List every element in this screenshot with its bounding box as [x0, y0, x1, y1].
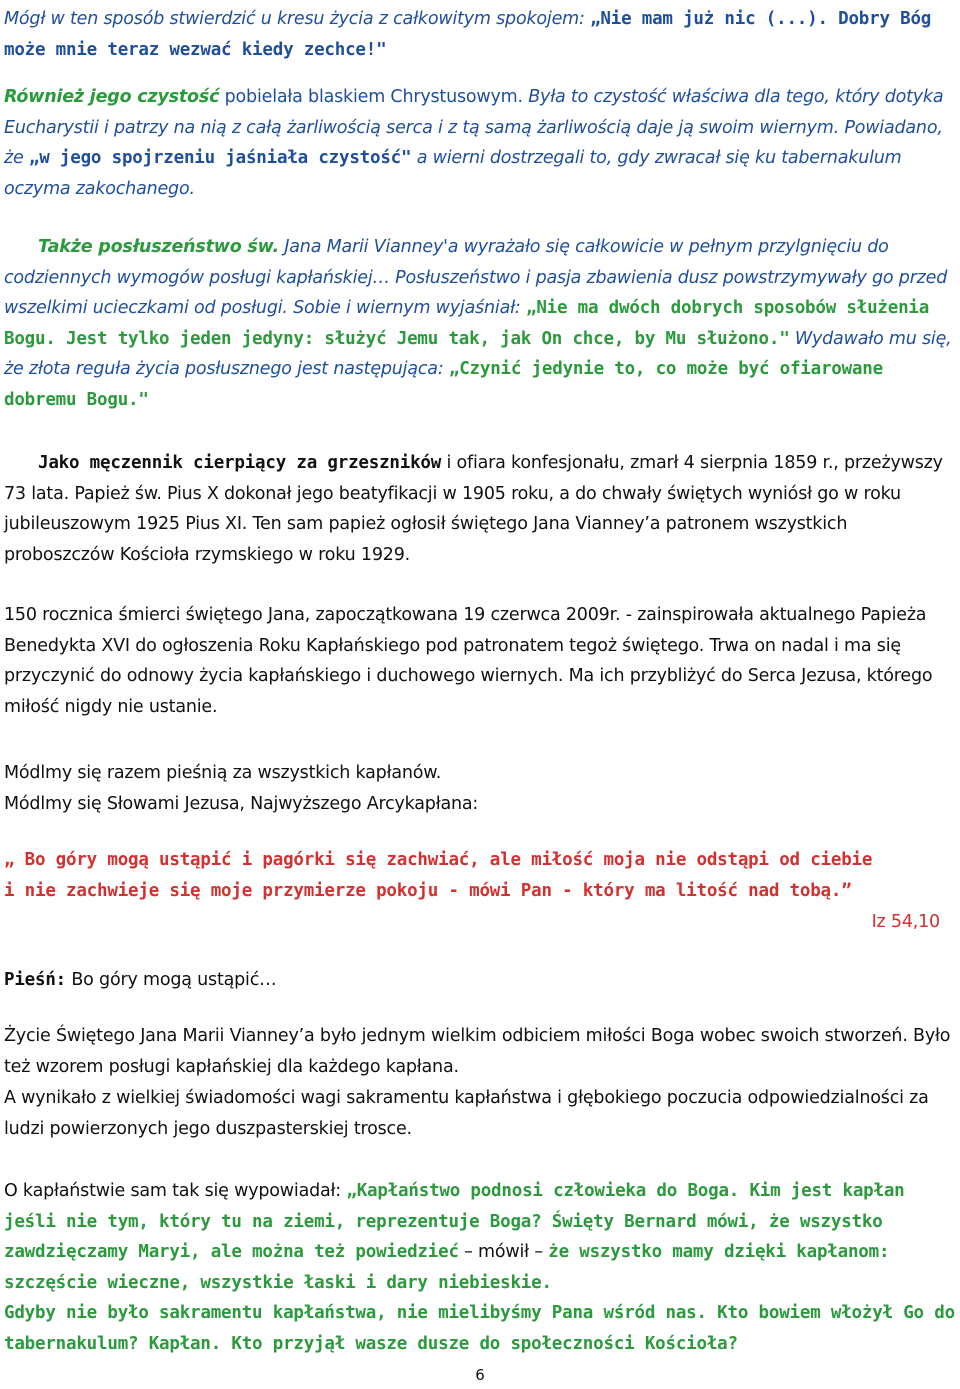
- text-martyr-body: i ofiara konfesjonału, zmarł 4 sierpnia 1859 r., przeżywszy 73 lata. Papież św. Pius X dokonał jego beatyfikacji w 1905 roku, a do chwały świętych wyniósł go w roku jubileuszowym 1925 Pius XI. Ten sam papież ogłosił świętego Jana Vianney’a patronem wszystkich proboszczów Kościoła rzymskiego w roku 1929.: [4, 453, 943, 565]
- paragraph-obedience: [4, 232, 956, 415]
- text-prayer-words: Módlmy się Słowami Jezusa, Najwyższego Arcykapłana:: [4, 794, 479, 814]
- paragraph-martyr: [4, 448, 956, 570]
- text-golden-rule: Wydawało mu się, że złota reguła życia posłusznego jest następująca:: [4, 328, 952, 379]
- heading-martyr: Jako męczennik cierpiący za grzeszników: [38, 453, 442, 473]
- heading-obedience: Także posłuszeństwo św.: [38, 237, 279, 257]
- bible-quote: [4, 845, 956, 907]
- bible-quote-line2: i nie zachwieje się moje przymierze pokoju - mówi Pan - który ma litość nad tobą.”: [4, 881, 852, 901]
- song-title: Bo góry mogą ustąpić…: [66, 970, 277, 990]
- bible-quote-line1: „ Bo góry mogą ustąpić i pagórki się zachwiać, ale miłość moja nie odstąpi od ciebie: [4, 850, 873, 870]
- text-he-said: – mówił –: [458, 1242, 549, 1262]
- bible-reference: Iz 54,10: [871, 912, 940, 932]
- page-number: 6: [475, 1366, 485, 1384]
- text-obedience-body: Jana Marii Vianney'a wyrażało się całkowicie w pełnym przylgnięciu do codziennych wymogów posługi kapłańskiej… Posłuszeństwo i pasja zbawienia dusz powstrzymywały go przed wszelkimi ucieczkami od posługi. Sobie i wiernym wyjaśniał:: [4, 237, 948, 318]
- text-purity-body: Była to czystość właściwa dla tego, który dotyka Eucharystii i patrzy na nią z całą żarliwością serca i z tą samą żarliwością daje ją swoim wiernym. Powiadano, że: [4, 87, 944, 168]
- paragraph-calm-end: [4, 4, 956, 65]
- paragraph-purity: [4, 82, 956, 204]
- quote-priesthood: „Kapłaństwo podnosi człowieka do Boga. Kim jest kapłan jeśli nie tym, który tu na ziemi, reprezentuje Boga? Święty Bernard mówi, że wszystko zawdzięczamy Maryi, ale można też powiedzieć: [4, 1181, 905, 1262]
- paragraph-awareness: A wynikało z wielkiej świadomości wagi sakramentu kapłaństwa i głębokiego poczucia odpowiedzialności za ludzi powierzonych jego duszpasterskiej trosce.: [4, 1088, 929, 1139]
- song-line: [4, 965, 956, 996]
- paragraph-life: Życie Świętego Jana Marii Vianney’a było jednym wielkim odbiciem miłości Boga wobec swoich stworzeń. Było też wzorem posługi kapłańskiej dla każdego kapłana.: [4, 1026, 951, 1077]
- text-calm-intro: Mógł w ten sposób stwierdzić u kresu życia z całkowitym spokojem:: [4, 9, 591, 29]
- song-label: Pieśń:: [4, 970, 67, 990]
- quote-nothing-left: „Nie mam już nic (...). Dobry Bóg może mnie teraz wezwać kiedy zechce!": [4, 9, 932, 60]
- quote-thanks-priests: że wszystko mamy dzięki kapłanom: szczęście wieczne, wszystkie łaski i dary niebieskie.: [4, 1242, 890, 1293]
- text-priesthood-intro: O kapłaństwie sam tak się wypowiadał:: [4, 1181, 347, 1201]
- paragraph-anniversary: 150 rocznica śmierci świętego Jana, zapoczątkowana 19 czerwca 2009r. - zainspirowała aktualnego Papieża Benedykta XVI do ogłoszenia Roku Kapłańskiego pod patronatem tegoż świętego. Trwa on nadal i ma się przyczynić do odnowy życia kapłańskiego i duchowego wiernych. Ma ich przybliżyć do Serca Jezusa, którego miłość nigdy nie ustanie.: [4, 605, 933, 717]
- quote-one-way: „Nie ma dwóch dobrych sposobów służenia Bogu. Jest tylko jeden jedyny: służyć Jemu tak, jak On chce, by Mu służono.": [4, 298, 930, 349]
- quote-offer-to-god: „Czynić jedynie to, co może być ofiarowane dobremu Bogu.": [4, 359, 883, 410]
- paragraph-priesthood: [4, 1176, 956, 1359]
- heading-purity: Również jego czystość: [4, 87, 220, 107]
- text-purity-shine: pobielała blaskiem Chrystusowym.: [219, 87, 523, 107]
- quote-purity-gaze: „w jego spojrzeniu jaśniała czystość": [28, 148, 412, 168]
- quote-sacrament: Gdyby nie było sakramentu kapłaństwa, nie mielibyśmy Pana wśród nas. Kto bowiem włożył Go do tabernakulum? Kapłan. Kto przyjął wasze dusze do społeczności Kościoła?: [4, 1303, 955, 1354]
- text-purity-tabernacle: a wierni dostrzegali to, gdy zwracał się ku tabernakulum oczyma zakochanego.: [4, 148, 902, 199]
- text-prayer-priests: Módlmy się razem pieśnią za wszystkich kapłanów.: [4, 763, 442, 783]
